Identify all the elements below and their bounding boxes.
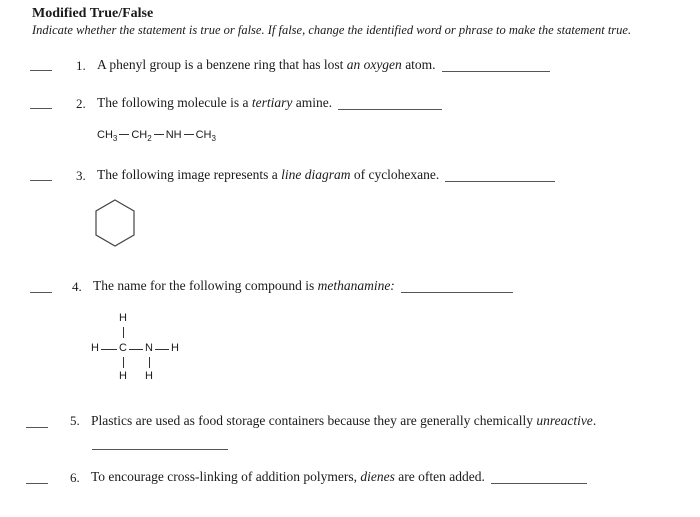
- question-number-2: 2.: [76, 96, 86, 111]
- question-4: [93, 278, 513, 294]
- question-number-4: 4.: [72, 279, 82, 294]
- amine-group: NH: [165, 129, 182, 141]
- correction-blank-5[interactable]: [92, 449, 228, 450]
- correction-blank-6[interactable]: [491, 483, 587, 484]
- bond: [155, 349, 169, 350]
- answer-blank-6[interactable]: [26, 483, 48, 484]
- question-5: [91, 413, 596, 429]
- question-3-post: of cyclohexane.: [350, 167, 440, 182]
- correction-blank-2[interactable]: [338, 109, 442, 110]
- bond: [149, 357, 150, 368]
- correction-blank-4[interactable]: [401, 292, 513, 293]
- bond: [119, 134, 129, 135]
- cyclohexane-line-diagram: [90, 196, 140, 252]
- question-5-term: unreactive: [536, 413, 593, 428]
- answer-blank-5[interactable]: [26, 427, 48, 428]
- question-5-post: .: [592, 413, 597, 428]
- question-1: [97, 57, 550, 73]
- question-4-term: methanamine:: [317, 278, 395, 293]
- bond: [129, 349, 143, 350]
- hydrogen-top: H: [119, 312, 127, 324]
- hydrogen-left: H: [91, 342, 99, 354]
- question-2: [97, 95, 442, 111]
- carbon-atom: C: [119, 342, 127, 354]
- question-1-pre: A phenyl group is a benzene ring that has lost: [97, 57, 347, 72]
- question-number-3: 3.: [76, 168, 86, 183]
- question-number-6: 6.: [70, 470, 80, 485]
- correction-blank-3[interactable]: [445, 181, 555, 182]
- bond: [184, 134, 194, 135]
- question-3-term: line diagram: [281, 167, 351, 182]
- methyl-group-2: $CH_3$: [195, 129, 216, 144]
- section-title: Modified True/False: [32, 6, 154, 21]
- answer-blank-2[interactable]: [30, 108, 52, 109]
- correction-blank-1[interactable]: [442, 71, 550, 72]
- bond: [101, 349, 117, 350]
- bond: [154, 134, 164, 135]
- methylene-group: $CH_2$: [131, 129, 152, 144]
- answer-blank-4[interactable]: [30, 292, 52, 293]
- instructions: Indicate whether the statement is true or false. If false, change the identified word or phrase to make the statement true.: [32, 23, 632, 37]
- bond: [123, 357, 124, 368]
- nitrogen-atom: N: [145, 342, 153, 354]
- question-number-5: 5.: [70, 413, 80, 428]
- hexagon-ring: [96, 200, 134, 246]
- question-number-1: 1.: [76, 58, 86, 73]
- molecule-2-formula: [97, 129, 216, 143]
- question-5-pre: Plastics are used as food storage containers because they are generally chemically: [91, 413, 537, 428]
- structural-formula-4: [86, 310, 186, 394]
- question-6-post: are often added.: [394, 469, 485, 484]
- hydrogen-right: H: [171, 342, 179, 354]
- hydrogen-bottom-carbon: H: [119, 370, 127, 382]
- question-1-post: atom.: [401, 57, 436, 72]
- question-4-pre: The name for the following compound is: [93, 278, 318, 293]
- question-6-term: dienes: [360, 469, 395, 484]
- question-6-pre: To encourage cross-linking of addition polymers,: [91, 469, 361, 484]
- question-3-pre: The following image represents a: [97, 167, 282, 182]
- answer-blank-1[interactable]: [30, 70, 52, 71]
- question-2-term: tertiary: [251, 95, 293, 110]
- question-2-post: amine.: [292, 95, 333, 110]
- question-2-pre: The following molecule is a: [97, 95, 252, 110]
- answer-blank-3[interactable]: [30, 180, 52, 181]
- bond: [123, 327, 124, 338]
- question-3: [97, 167, 555, 183]
- question-6: [91, 469, 587, 485]
- question-1-term: an oxygen: [346, 57, 402, 72]
- hydrogen-bottom-nitrogen: H: [145, 370, 153, 382]
- methyl-group: $CH_3$: [97, 129, 118, 144]
